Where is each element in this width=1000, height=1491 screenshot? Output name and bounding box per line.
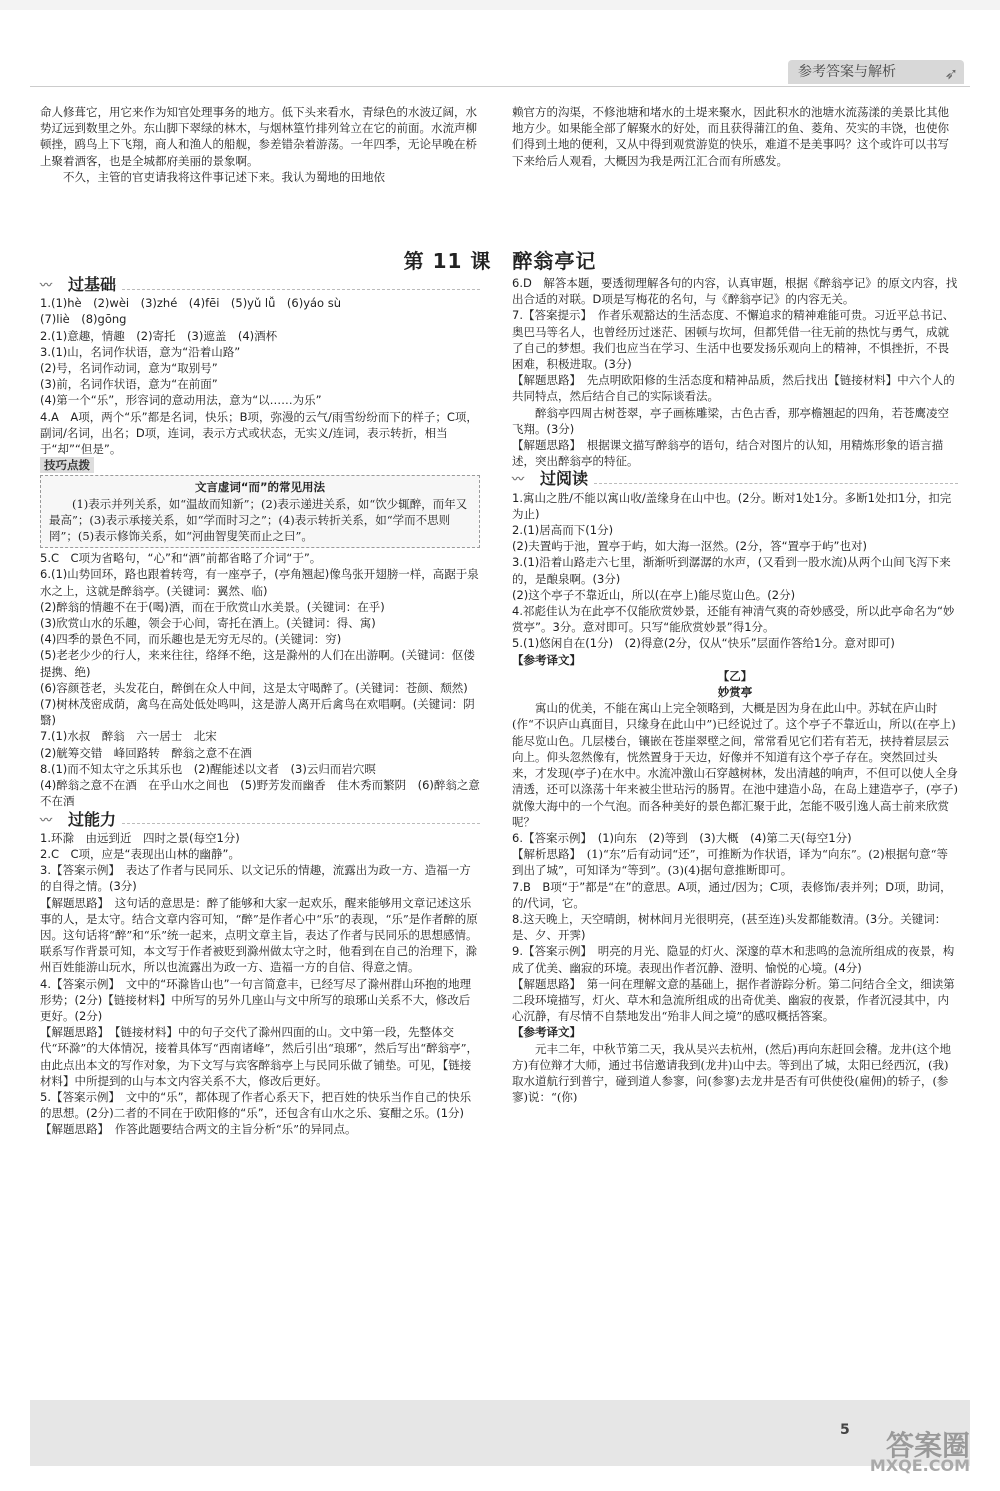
answer-item: 7.【答案提示】 作者乐观豁达的生活态度、不懈追求的精神难能可贵。习近平总书记、奥巴马等名人，也曾经历过迷茫、困顿与坎坷，但都凭借一往无前的热忱与勇气，成就了自己的梦想。我们也应当在学习、生活中也要发扬乐观向上的精神，不惧挫折，不畏困难，积极进取。(3分) <box>512 308 955 372</box>
header-tab-label: 参考答案与解析 <box>798 64 896 80</box>
answer-item: 8.(1)而不知太守之乐其乐也 (2)醒能述以文者 (3)云归而岩穴暝 <box>40 761 376 776</box>
answer-item: 9.【答案示例】 明亮的月光、隐显的灯火、深邃的草木和悲鸣的急流所组成的夜景，构成了优美、幽寂的环境。表现出作者沉静、澄明、愉悦的心境。(4分) <box>512 944 955 975</box>
answer-item: (4)醉翁之意不在酒 在乎山水之间也 (5)野芳发而幽香 佳木秀而繁阴 (6)醉翁之意不在酒 <box>40 778 480 809</box>
answer-item: 6.D 解答本题，要透彻理解各句的内容，认真审题，根据《醉翁亭记》的原文内容，找出合适的对联。D项是写梅花的名句，与《醉翁亭记》的内容无关。 <box>512 276 958 307</box>
answer-item: 3.(1)山，名词作状语，意为“沿着山路” <box>40 344 241 359</box>
explanation: 【解题思路】 【链接材料】中的句子交代了滁州四面的山。文中第一段，先整体交代“环滁”的大体情况，接着具体写“西南诸峰”，然后引出“琅琊”，然后写出“醉翁亭”，由此点出本文的写作对象，为下文写与宾客醉翁亭上与民同乐做了铺垫。可见，【链接材料】中所提到的山与本文内容关系不大，修改后更好。 <box>40 1025 479 1088</box>
section-heading <box>40 277 480 293</box>
answer-item: (2)夫置屿于池，置亭于屿，如大海一沤然。(2分，答“置亭于屿”也对) <box>512 539 867 554</box>
explanation: 【解题思路】 作答此题要结合两文的主旨分析“乐”的异同点。 <box>40 1122 357 1137</box>
header-rule <box>30 86 970 87</box>
section-title: 过能力 <box>68 809 117 829</box>
explanation: 【解析思路】 (1)“东”后有动词“还”，可推断为作状语，译为“向东”。(2)根据句意“等到出了城”，可知译为“等到”。(3)(4)据句意推断即可。 <box>512 847 948 878</box>
header-tab <box>788 60 964 84</box>
top-strip <box>0 0 1000 10</box>
yi-title: 【乙】 <box>717 668 753 683</box>
answer-item: (3)前，名词作状语，意为“在前面” <box>40 377 218 392</box>
answer-item: 1.环滁 由远到近 四时之景(每空1分) <box>40 830 240 845</box>
yi-translation: 寓山的优美，不能在寓山上完全领略到，大概是因为身在此山中。苏轼在庐山时(作“不识庐山真面目，只缘身在此山中”)已经说过了。这个亭子不靠近山，所以(在亭上)能尽览山色。几层楼台，镶嵌在苍崖翠壁之间，常常看见它们若有若无，挟持着层层云向上。仰头忽然像有，恍然置身于天边，好像并不知道有这个亭子存在。突然回过头来，才发现(亭子)在水中。水流冲激山石穿越树林，发出清越的响声，不但可以使人全身清透，还可以涤荡十年来被尘世玷污的肠胃。在池中建造小岛，在岛上建造亭子，(亭子)就像大海中的一个气泡。而各种美好的景色都汇聚于此，怎能不吸引逸人高士前来欣赏呢？ <box>512 701 958 829</box>
watermark-site: MXQE.COM <box>869 1456 970 1475</box>
explanation: 【解题思路】 第一问在理解文意的基础上，据作者游踪分析。第二问结合全文，细读第二段环境描写，灯火、草木和急流所组成的出奇优美、幽寂的夜景，作者沉浸其中，内心沉静，有尽情不自禁地发出“殆非人间之境”的感叹概括答案。 <box>512 976 955 1024</box>
answer-item: 2.C C项，应是“表现出山林的幽静”。 <box>40 846 240 861</box>
answer-item: (6)容颜苍老，头发花白，醉倒在众人中间，这是太守喝醉了。(关键词：苍颜、颓然) <box>40 680 468 695</box>
answer-item: 8.这天晚上，天空晴朗，树林间月光很明亮，(甚至连)头发都能数清。(3分。关键词：是、夕、开霁) <box>512 911 947 943</box>
answer-item: (2)号，名词作动词，意为“取别号” <box>40 361 218 376</box>
answer-item: (3)欣赏山水的乐趣，领会于心间，寄托在酒上。(关键词：得、寓) <box>40 616 376 631</box>
top-left-para: 不久，主管的官吏请我将这件事记述下来。我认为蜀地的田地依 <box>63 169 385 184</box>
section-heading <box>512 471 958 487</box>
explanation: 【解题思路】 这句话的意思是：醉了能够和大家一起欢乐，醒来能够用文章记述这乐事的人，是太守。结合文章内容可知，“醉”是作者心中“乐”的表现，“乐”是作者醉的原因。这句话将“醉”和“乐”统一起来，点明文章主旨，表达了作者与民同乐的思想感情。联系写作背景可知，本文写于作者被贬到滁州做太守之时，他看到在自己的治理下，滁州百姓能游山玩水，所以也流露出为政一方、造福一方的自信、得意之情。 <box>40 895 478 975</box>
page-number: 5 <box>840 1422 850 1438</box>
answer-item: 醉翁亭四周古树苍翠，亭子画栋雕梁，古色古香，那亭檐翘起的四角，若苍鹰凌空飞翔。(3分) <box>512 405 949 436</box>
swoosh-icon: 〰 <box>40 278 53 292</box>
answer-item: 2.(1)意趣，情趣 (2)寄托 (3)遮盖 (4)酒杯 <box>40 328 278 343</box>
answer-item: 6.【答案示例】 (1)向东 (2)等到 (3)大概 (4)第二天(每空1分) <box>512 830 852 845</box>
answer-item: 4.祁彪佳认为在此亭不仅能欣赏妙景，还能有神清气爽的奇妙感受，所以此亭命名为“妙赏亭”。3分。意对即可。只写“能欣赏妙景”得1分。 <box>512 604 955 635</box>
yi-subtitle: 妙赏亭 <box>717 685 753 700</box>
footer-band <box>30 1400 970 1466</box>
answer-item: 3.(1)沿着山路走六七里，渐渐听到潺潺的水声，(又看到一股水流)从两个山间飞泻下来的，是酿泉啊。(3分) <box>512 555 951 586</box>
answer-item: 3.【答案示例】 表达了作者与民同乐、以文记乐的情趣，流露出为政一方、造福一方的自得之情。(3分) <box>40 863 471 894</box>
answer-item: (2)这个亭子不靠近山，所以(在亭上)能尽览山色。(2分) <box>512 587 796 602</box>
answer-item: (5)老老少少的行人，来来往往，络绎不绝，这是滁州的人们在出游啊。(关键词：伛偻提携、绝) <box>40 648 475 679</box>
right-column <box>512 275 958 1105</box>
answer-item: 5.C C项为省略句，“心”和“酒”前都省略了介词“于”。 <box>40 551 322 566</box>
tip-box <box>40 475 480 548</box>
rocket-icon: ➶ <box>944 64 958 83</box>
section-title: 过基础 <box>68 275 117 294</box>
tip-title: 文言虚词“而”的常见用法 <box>194 480 326 495</box>
section-heading <box>40 809 480 829</box>
swoosh-icon: 〰 <box>512 472 525 487</box>
reference-translation: 元丰二年，中秋节第二天，我从吴兴去杭州，(然后)再向东赶回会稽。龙井(这个地方)有位辩才大师，通过书信邀请我到(龙井)山中去。等到出了城，太阳已经西沉，(我)取水道航行到普宁，碰到道人参寥，问(参寥)去龙井是否有可供使役(雇佣)的轿子，(参寥)说：“(你) <box>512 1041 951 1105</box>
answer-item: (4)第一个“乐”，形容词的意动用法，意为“以……为乐” <box>40 393 322 408</box>
answer-item: 7.(1)水叔 醉翁 六一居士 北宋 <box>40 729 217 744</box>
answer-item: 1.(1)hè (2)wèi (3)zhé (4)fēi (5)yǔ lǚ (6)yáo sù <box>40 296 342 311</box>
answer-item: 4.【答案示例】 文中的“环滁皆山也”一句言简意丰，已经写尽了滁州群山环抱的地理形势；(2分)【链接材料】中所写的另外几座山与文中所写的琅琊山关系不大，修改后更好。(2分) <box>40 976 472 1023</box>
answer-item: 7.B B项“于”都是“在”的意思。A项，通过/因为；C项，表修饰/表并列；D项，助词，的/代词，它。 <box>512 879 952 910</box>
answer-item: 5.(1)悠闲自在(1分) (2)得意(2分，仅从“快乐”层面作答给1分。意对即可) <box>512 636 895 651</box>
answer-item: 2.(1)居高而下(1分) <box>512 523 614 538</box>
answer-item: 1.寓山之胜/不能以寓山收/盖缘身在山中也。(2分。断对1处1分。多断1处扣1分，扣完为止) <box>512 490 952 521</box>
top-right-translation <box>512 104 958 169</box>
answer-item: (4)四季的景色不同，而乐趣也是无穷无尽的。(关键词：穷) <box>40 632 342 647</box>
left-column <box>40 275 480 1138</box>
top-left-translation <box>40 104 480 185</box>
answer-item: (7)liè (8)gōng <box>40 312 127 327</box>
answer-item: (7)树林茂密成荫，禽鸟在高处低处鸣叫，这是游人离开后禽鸟在欢唱啊。(关键词：阴翳) <box>40 697 475 728</box>
answer-item: 5.【答案示例】 文中的“乐”，都体现了作者心系天下，把百姓的快乐当作自己的快乐的思想。(2分)二者的不同在于欧阳修的“乐”，还包含有山水之乐、宴酣之乐。(1分) <box>40 1089 472 1121</box>
answer-item: (2)醉翁的情趣不在于(喝)酒，而在于欣赏山水美景。(关键词：在乎) <box>40 599 385 614</box>
tip-tag: 技巧点拨 <box>40 457 94 473</box>
explanation: 【解题思路】 根据课文描写醉翁亭的语句，结合对图片的认知，用精炼形象的语言描述，突出醉翁亭的特征。 <box>512 438 944 469</box>
lesson-title: 第 11 课 醉翁亭记 <box>403 249 597 273</box>
answer-item: 6.(1)山势回环，路也跟着转弯，有一座亭子，(亭角翘起)像鸟张开翅膀一样，高踞于泉水之上，这就是醉翁亭。(关键词：翼然、临) <box>40 567 479 598</box>
explanation: 【解题思路】 先点明欧阳修的生活态度和精神品质，然后找出【链接材料】中六个人的共同特点，然后结合自己的实际谈看法。 <box>512 373 955 404</box>
top-right-para: 赖官方的沟渠，不修池塘和堵水的土堤来聚水，因此积水的池塘水流荡漾的美景比其他地方少。如果能全部了解聚水的好处，而且获得蒲江的鱼、菱角、芡实的丰饶，也使你们得到土地的便利，又从中得到观赏游览的快乐，难道不是美事吗？这个或许可以书写下来给后人观看，大概因为我是两江汇合而有所感发。 <box>512 105 949 168</box>
top-left-para: 命人修葺它，用它来作为知官处理事务的地方。低下头来看水，青绿色的水波辽阔，水势辽远到数里之外。东山脚下翠绿的林木，与烟林篁竹排列耸立在它的前面。水流声柳顿挫，鸥鸟上下飞翔，商人和渔人的船舰，参差错杂着游荡。一年四季，无论早晚在桥上聚着酒客，也是全城都府美丽的景象啊。 <box>40 105 477 168</box>
reference-label: 【参考译文】 <box>512 652 581 667</box>
section-title: 过阅读 <box>540 469 589 489</box>
watermark-logo: 答案圈 <box>885 1429 970 1462</box>
reference-label: 【参考译文】 <box>512 1025 581 1040</box>
tip-text: (1)表示并列关系，如“温故而知新”；(2)表示递进关系，如“饮少辄醉，而年又最高”；(3)表示承接关系，如“学而时习之”；(4)表示转折关系，如“学而不思则罔”；(5)表示修饰关系，如“河曲智叟笑而止之曰”。 <box>49 496 468 544</box>
answer-item: (2)觥筹交错 峰回路转 醉翁之意不在酒 <box>40 745 252 760</box>
answer-item: 4.A A项，两个“乐”都是名词，快乐；B项，弥漫的云气/雨雪纷纷而下的样子；C项，副词/名词，出名；D项，连词，表示方式或状态，无实义/连词，表示转折，相当于“却”“但是”。 <box>40 409 478 457</box>
swoosh-icon: 〰 <box>40 812 53 827</box>
